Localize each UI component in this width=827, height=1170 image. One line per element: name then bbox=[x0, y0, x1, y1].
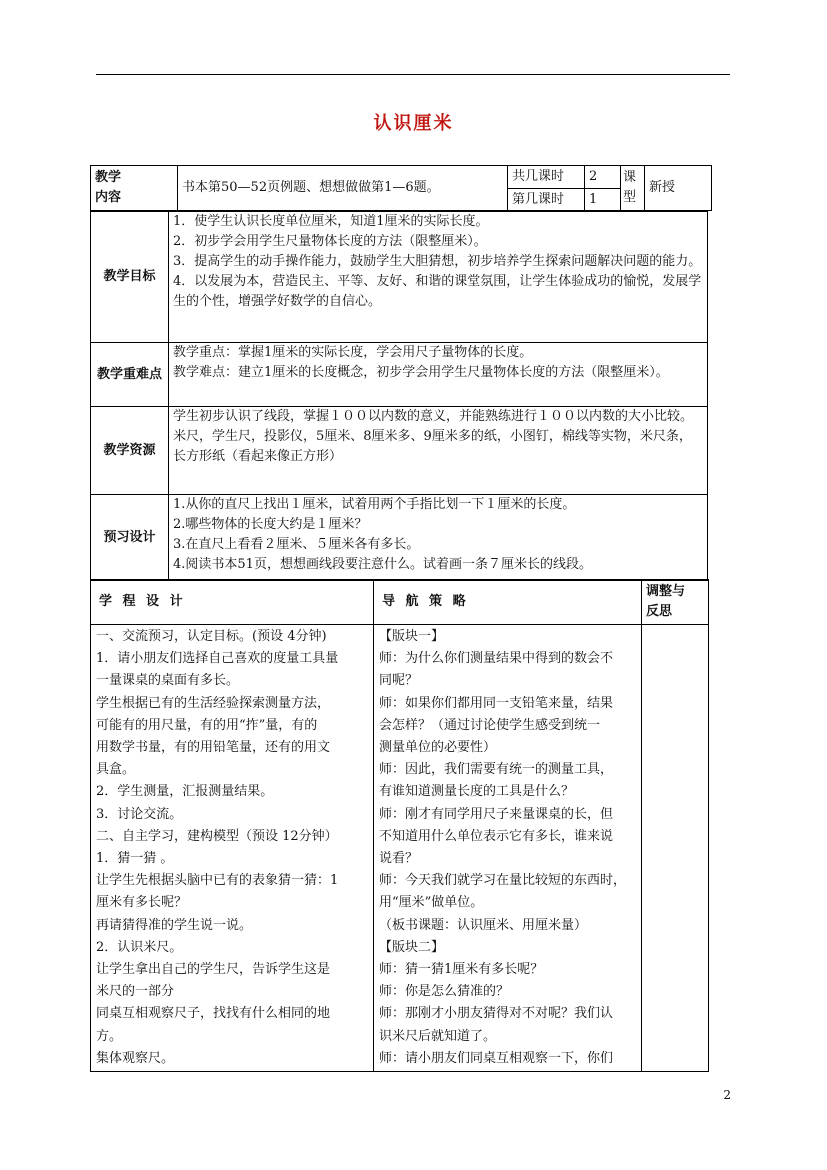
keypoint-item: 教学难点：建立1厘米的长度概念，初步学会用学生尺量物体长度的方法（限整厘米）。 bbox=[173, 365, 669, 380]
navigation-strategy-cell bbox=[374, 625, 642, 1072]
reflection-cell bbox=[642, 625, 709, 1072]
total-hours-value: 2 bbox=[585, 166, 621, 189]
text-line: 师：刚才有同学用尺子来量课桌的长，但 bbox=[379, 806, 614, 822]
text-line: 师：因此，我们需要有统一的测量工具， bbox=[379, 762, 614, 778]
lesson-process-table bbox=[90, 579, 709, 1072]
page-title: 认识厘米 bbox=[373, 113, 454, 134]
text-line: 二、自主学习，建构模型（预设 12分钟） bbox=[96, 828, 338, 844]
preview-cell bbox=[169, 495, 708, 581]
text-line: 有谁知道测量长度的工具是什么？ bbox=[379, 784, 575, 800]
text-line: 师：如果你们都用同一支铅笔来量，结果 bbox=[379, 695, 614, 711]
preview-item: 4.阅读书本51页，想想画线段要注意什么。试着画一条７厘米长的线段。 bbox=[173, 557, 592, 572]
text-line: 同呢？ bbox=[379, 673, 419, 689]
current-hour-label: 第几课时 bbox=[508, 189, 585, 211]
current-hour-value: 1 bbox=[585, 189, 621, 211]
text-line: 师：为什么你们测量结果中得到的数会不 bbox=[379, 651, 614, 667]
text-line: 【版块二】 bbox=[379, 939, 445, 955]
text-line: 用“厘米”做单位。 bbox=[379, 895, 484, 911]
goal-item: 1．使学生认识长度单位厘米，知道1厘米的实际长度。 bbox=[173, 214, 489, 229]
goals-cell bbox=[169, 212, 708, 343]
text-line: 师：请小朋友们同桌互相观察一下，你们 bbox=[379, 1050, 614, 1066]
text-line: 集体观察尺。 bbox=[96, 1050, 175, 1066]
text-line: 说看？ bbox=[379, 851, 419, 867]
resource-item: 米尺，学生尺，投影仪，5厘米、8厘米多、9厘米多的纸，小图钉，棉线等实物，米尺条，长方形纸（看起来像正方形） bbox=[173, 429, 692, 464]
text-line: 2．学生测量，汇报测量结果。 bbox=[96, 784, 274, 800]
text-line: 让学生拿出自己的学生尺，告诉学生这是 bbox=[96, 962, 331, 978]
preview-item: 1.从你的直尺上找出１厘米，试着用两个手指比划一下１厘米的长度。 bbox=[173, 497, 576, 512]
text-line: 会怎样？（通过讨论使学生感受到统一 bbox=[379, 717, 601, 733]
resources-label: 教学资源 bbox=[91, 407, 169, 495]
text-line: 师：今天我们就学习在量比较短的东西时， bbox=[379, 873, 627, 889]
text-line: 不知道用什么单位表示它有多长，谁来说 bbox=[379, 828, 614, 844]
text-line: 方。 bbox=[96, 1028, 123, 1044]
text-line: 用数学书量，有的用铅笔量，还有的用文 bbox=[96, 740, 331, 756]
preview-item: 3.在直尺上看看２厘米、５厘米各有多长。 bbox=[173, 537, 420, 552]
text-line: 米尺的一部分 bbox=[96, 984, 175, 1000]
process-design-cell bbox=[91, 625, 374, 1072]
text-line: 识米尺后就知道了。 bbox=[379, 1028, 497, 1044]
keypoints-label: 教学重难点 bbox=[91, 343, 169, 407]
content-label: 教学 内容 bbox=[91, 166, 178, 211]
text-line: 让学生先根据头脑中已有的表象猜一猜：1 bbox=[96, 873, 339, 889]
lesson-type-label: 课 型 bbox=[621, 166, 645, 211]
text-line: 学生根据已有的生活经验探索测量方法， bbox=[96, 695, 331, 711]
keypoint-item: 教学重点：掌握1厘米的实际长度，学会用尺子量物体的长度。 bbox=[173, 345, 533, 360]
text-line: （板书课题：认识厘米、用厘米量） bbox=[379, 917, 588, 933]
text-line: 测量单位的必要性） bbox=[379, 740, 497, 756]
page-number: 2 bbox=[723, 1088, 731, 1102]
text-line: 3．讨论交流。 bbox=[96, 806, 183, 822]
goal-item: 2．初步学会用学生尺量物体长度的方法（限整厘米）。 bbox=[173, 234, 487, 249]
resources-cell bbox=[169, 407, 708, 495]
preview-item: 2.哪些物体的长度大约是１厘米？ bbox=[173, 517, 368, 532]
text-line: 【版块一】 bbox=[379, 629, 445, 644]
goals-label: 教学目标 bbox=[91, 212, 169, 343]
header-rule bbox=[96, 74, 730, 75]
preview-label: 预习设计 bbox=[91, 495, 169, 581]
goal-item: 3．提高学生的动手操作能力，鼓励学生大胆猜想，初步培养学生探索问题解决问题的能力。 bbox=[173, 254, 702, 269]
navigation-strategy-header: 导 航 策 略 bbox=[374, 580, 642, 625]
text-line: 厘米有多长呢？ bbox=[96, 895, 188, 911]
lesson-info-table bbox=[90, 165, 712, 211]
process-design-header: 学 程 设 计 bbox=[91, 580, 374, 625]
text-line: 1．请小朋友们选择自己喜欢的度量工具量 bbox=[96, 651, 339, 667]
text-line: 具盒。 bbox=[96, 762, 136, 778]
text-line: 一、交流预习，认定目标。(预设 4分钟) bbox=[96, 629, 327, 644]
text-line: 师：猜一猜1厘米有多长呢？ bbox=[379, 962, 544, 978]
text-line: 师：那刚才小朋友猜得对不对呢？我们认 bbox=[379, 1006, 614, 1022]
keypoints-cell bbox=[169, 343, 708, 407]
text-line: 一量课桌的桌面有多长。 bbox=[96, 673, 240, 689]
total-hours-label: 共几课时 bbox=[508, 166, 585, 189]
goal-item: 4．以发展为本，营造民主、平等、友好、和谐的课堂氛围，让学生体验成功的愉悦，发展学生的个性，增强学好数学的自信心。 bbox=[173, 274, 702, 309]
text-line: 同桌互相观察尺子，找找有什么相同的地 bbox=[96, 1006, 331, 1022]
reflection-header: 调整与 反思 bbox=[642, 580, 709, 625]
text-line: 可能有的用尺量，有的用“拃”量，有的 bbox=[96, 717, 318, 733]
text-line: 1．猜一猜 。 bbox=[96, 851, 174, 867]
lesson-plan-table bbox=[90, 211, 708, 581]
lesson-type-value: 新授 bbox=[645, 166, 712, 211]
content-text: 书本第50—52页例题、想想做做第1—6题。 bbox=[178, 166, 508, 211]
text-line: 师：你是怎么猜准的？ bbox=[379, 984, 510, 1000]
text-line: 再请猜得准的学生说一说。 bbox=[96, 917, 253, 933]
text-line: 2．认识米尺。 bbox=[96, 939, 183, 955]
resource-item: 学生初步认识了线段，掌握１００以内数的意义，并能熟练进行１００以内数的大小比较。 bbox=[173, 409, 694, 424]
